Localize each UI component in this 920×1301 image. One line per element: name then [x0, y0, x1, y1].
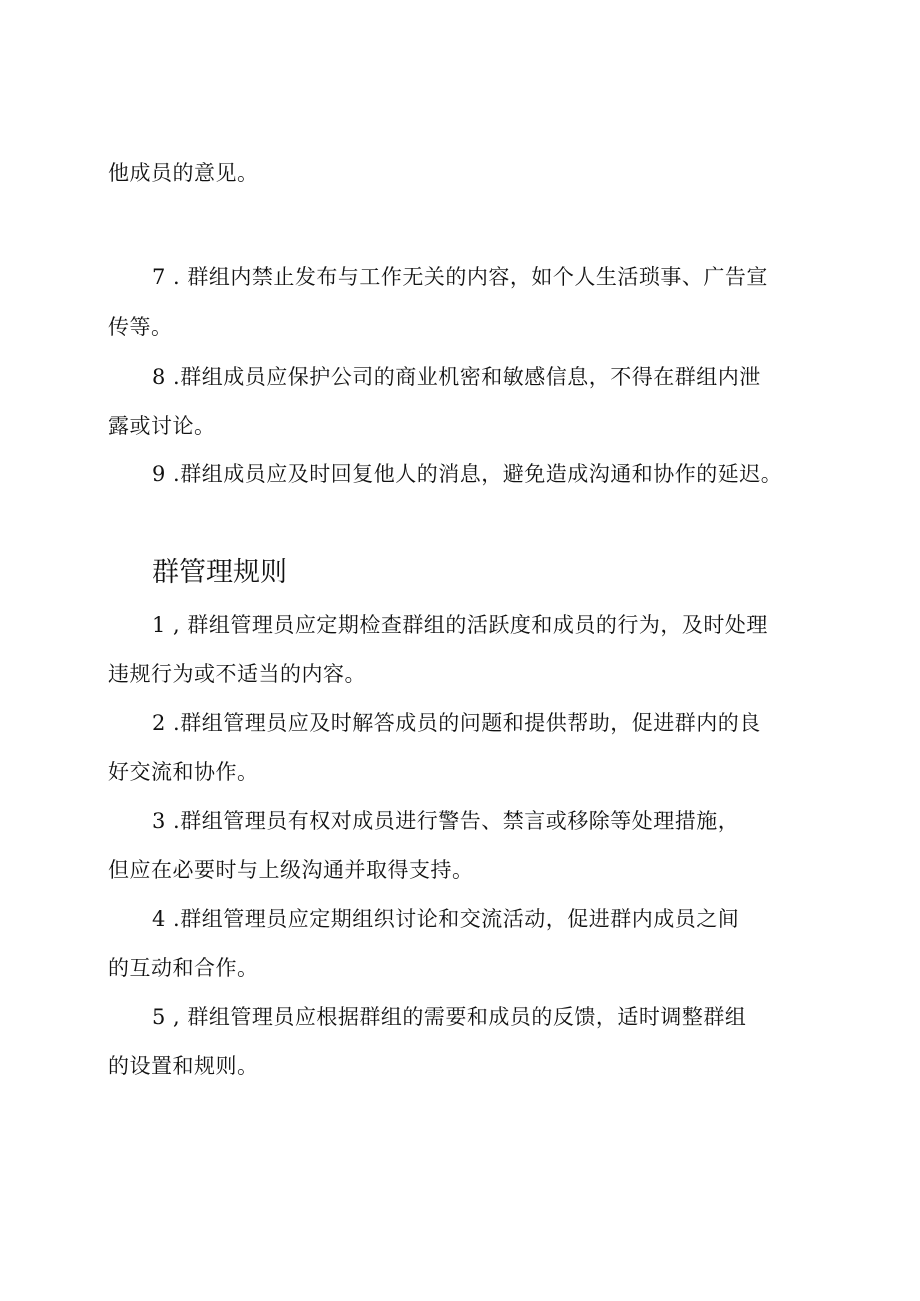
admin-rule-1-line-2: 违规行为或不适当的内容。 — [108, 662, 366, 686]
section-heading: 群管理规则 — [152, 557, 287, 588]
admin-rule-4-line-1: 4 .群组管理员应定期组织讨论和交流活动，促进群内成员之间 — [152, 907, 740, 931]
admin-rule-3-line-1: 3 .群组管理员有权对成员进行警告、禁言或移除等处理措施， — [152, 809, 740, 833]
admin-rule-5-line-2: 的设置和规则。 — [108, 1054, 259, 1078]
rule-7-line-2: 传等。 — [108, 315, 173, 339]
rule-7-line-1: 7 . 群组内禁止发布与工作无关的内容，如个人生活琐事、广告宣 — [152, 265, 768, 289]
admin-rule-2-line-1: 2 .群组管理员应及时解答成员的问题和提供帮助，促进群内的良 — [152, 711, 761, 735]
admin-rule-5-line-1: 5 , 群组管理员应根据群组的需要和成员的反馈，适时调整群组 — [152, 1005, 747, 1029]
continuation-text: 他成员的意见。 — [108, 161, 259, 185]
rule-8-line-2: 露或讨论。 — [108, 414, 216, 438]
admin-rule-1-line-1: 1 , 群组管理员应定期检查群组的活跃度和成员的行为，及时处理 — [152, 613, 768, 637]
admin-rule-2-line-2: 好交流和协作。 — [108, 760, 259, 784]
rule-8-line-1: 8 .群组成员应保护公司的商业机密和敏感信息，不得在群组内泄 — [152, 365, 761, 389]
rule-9-line-1: 9 .群组成员应及时回复他人的消息，避免造成沟通和协作的延迟。 — [152, 462, 783, 486]
admin-rule-4-line-2: 的互动和合作。 — [108, 956, 259, 980]
admin-rule-3-line-2: 但应在必要时与上级沟通并取得支持。 — [108, 858, 474, 882]
